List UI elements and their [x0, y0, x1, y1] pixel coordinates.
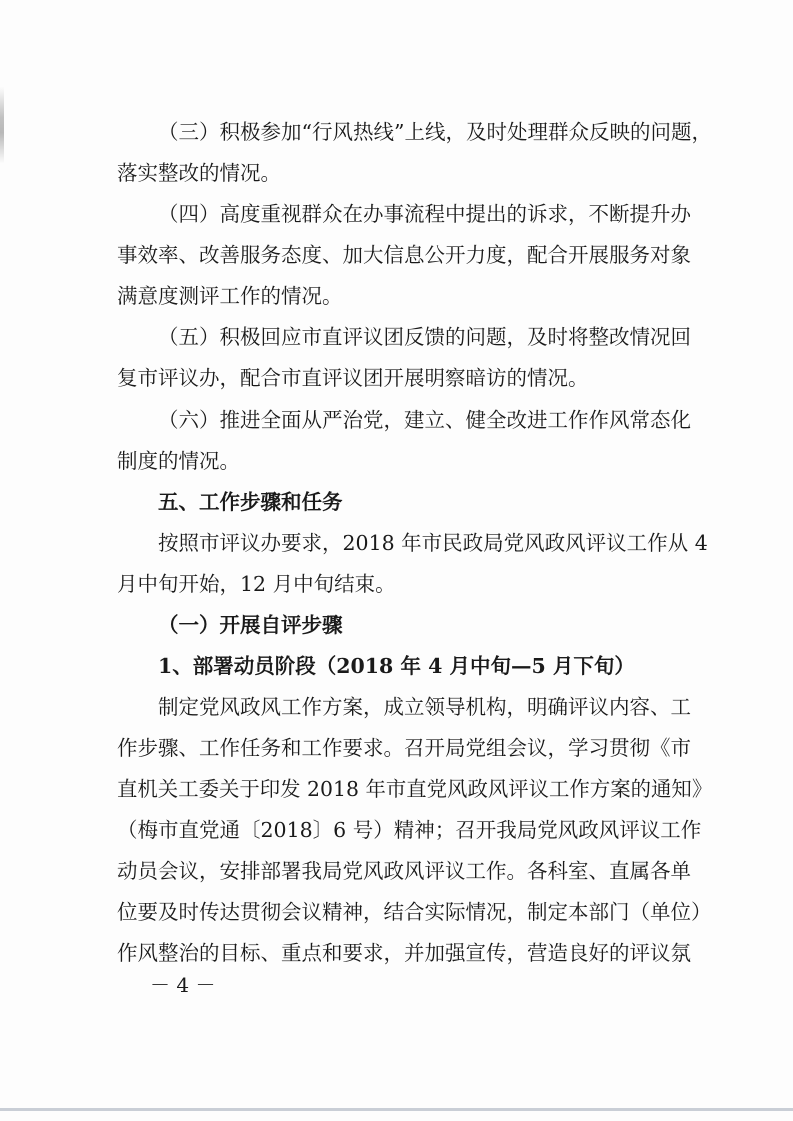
- body-line-6: 位要及时传达贯彻会议精神，结合实际情况，制定本部门（单位）: [117, 900, 712, 924]
- body-line-3: 直机关工委关于印发 2018 年市直党风政风评议工作方案的通知》: [117, 777, 713, 801]
- body-line-1: 制定党风政风工作方案，成立领导机构，明确评议内容、工: [158, 695, 691, 719]
- intro-line-2: 月中旬开始，12 月中旬结束。: [117, 572, 396, 596]
- paragraph-6-line-2: 制度的情况。: [117, 449, 240, 473]
- paragraph-6-line-1: （六）推进全面从严治党，建立、健全改进工作作风常态化: [158, 408, 691, 432]
- body-line-7: 作风整治的目标、重点和要求，并加强宣传，营造良好的评议氛: [117, 941, 691, 965]
- paragraph-4-line-1: （四）高度重视群众在办事流程中提出的诉求，不断提升办: [158, 202, 691, 226]
- paragraph-5-line-1: （五）积极回应市直评议团反馈的问题，及时将整改情况回: [158, 325, 691, 349]
- scan-bottom-border: [0, 1108, 793, 1111]
- paragraph-4-line-2: 事效率、改善服务态度、加大信息公开力度，配合开展服务对象: [117, 243, 691, 267]
- body-line-4: （梅市直党通〔2018〕6 号）精神；召开我局党风政风评议工作: [117, 818, 702, 842]
- intro-line-1: 按照市评议办要求，2018 年市民政局党风政风评议工作从 4: [158, 531, 708, 555]
- body-line-5: 动员会议，安排部署我局党风政风评议工作。各科室、直属各单: [117, 859, 691, 883]
- scan-edge-mark: [0, 86, 4, 164]
- section-five-heading: 五、工作步骤和任务: [158, 490, 343, 514]
- body-line-2: 作步骤、工作任务和工作要求。召开局党组会议，学习贯彻《市: [117, 736, 691, 760]
- paragraph-3-line-2: 落实整改的情况。: [117, 161, 281, 185]
- stage-heading: 1、部署动员阶段（2018 年 4 月中旬—5 月下旬）: [158, 654, 635, 678]
- paragraph-5-line-2: 复市评议办，配合市直评议团开展明察暗访的情况。: [117, 366, 589, 390]
- page-number: － 4 －: [150, 973, 216, 997]
- paragraph-4-line-3: 满意度测评工作的情况。: [117, 284, 343, 308]
- paragraph-3-line-1: （三）积极参加“行风热线”上线，及时处理群众反映的问题，: [158, 120, 712, 144]
- subsection-heading: （一）开展自评步骤: [158, 613, 343, 637]
